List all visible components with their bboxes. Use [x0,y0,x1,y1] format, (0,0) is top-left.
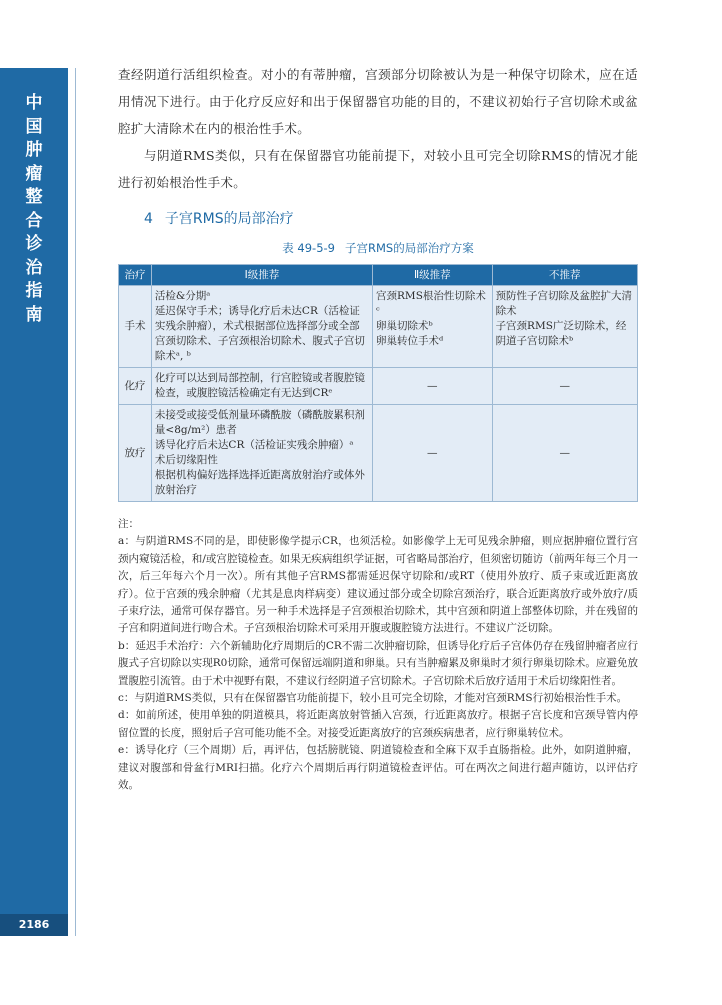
header-level1: Ⅰ级推荐 [151,265,372,286]
table-row [119,368,638,405]
cell-line: 根据机构偏好选择选择近距离放射治疗或体外放射治疗 [154,469,365,496]
note-item: e：诱导化疗（三个周期）后，再评估，包括膀胱镜、阴道镜检查和全麻下双手直肠指检。此外，如阴道肿瘤，建议对腹部和骨盆行MRI扫描。化疗六个周期后再行阴道镜检查评估。可在两次之间进行超声随访，以评估疗效。 [118,744,638,792]
book-title-char: 国 [25,116,43,137]
page-number: 2186 [0,914,68,936]
header-treatment: 治疗 [119,265,152,286]
row-level2: — [373,405,493,502]
book-title-char: 整 [25,187,43,207]
table-title: 子宫RMS的局部治疗方案 [345,241,474,255]
row-level1 [151,286,372,368]
section-title: 子宫RMS的局部治疗 [164,211,294,227]
row-treatment: 放疗 [119,405,152,502]
cell-line: 卵巢切除术ᵇ [376,320,433,332]
section-number: 4 [144,211,153,227]
header-not-recommended: 不推荐 [492,265,637,286]
notes-label: 注： [118,518,139,530]
cell-line: 延迟保守手术；诱导化疗后未达CR（活检证实残余肿瘤），术式根据部位选择部分或全部宫颈切除术、子宫颈根治切除术、腹式子宫切除术ᵃ, ᵇ [154,305,365,362]
cell-line: 宫颈RMS根治性切除术ᶜ [376,290,486,317]
cell-line: 卵巢转位手术ᵈ [376,335,444,347]
row-level2 [373,286,493,368]
book-title-char: 南 [25,304,43,325]
book-title-char: 合 [25,210,43,231]
cell-line: 化疗可以达到局部控制，行宫腔镜或者腹腔镜检查，或腹腔镜活检确定有无达到CRᵉ [154,372,365,399]
body-paragraph: 与阴道RMS类似，只有在保留器官功能前提下，对较小且可完全切除RMS的情况才能进行初始根治性手术。 [118,148,638,190]
note-item: c：与阴道RMS类似，只有在保留器官功能前提下，较小且可完全切除，才能对宫颈RMS行初始根治性手术。 [118,692,628,705]
page-content [118,61,638,795]
note-item: a：与阴道RMS不同的是，即使影像学提示CR，也须活检。如影像学上无可见残余肿瘤，则应据肿瘤位置行宫颈内窥镜活检，和/或宫腔镜检查。如果无疾病组织学证据，可省略局部治疗，但须密切随访（前两年每三个月一次，后三年每六个月一次）。所有其他子宫RMS都需延迟保守切除和/或RT（使用外放疗、质子束或近距离放疗）。位于宫颈的残余肿瘤（尤其是息肉样病变）建议通过部分或全切除宫颈治疗，联合近距离放疗或外放疗/质子束疗法，通常可保存器官。另一种手术选择是子宫颈根治切除术，其中宫颈和阴道上部整体切除，并在残留的子宫和阴道间进行吻合术。子宫颈根治切除术可采用开腹或腹腔镜方法进行。不建议广泛切除。 [118,535,638,635]
row-treatment: 手术 [119,286,152,368]
cell-line: 术后切缘阳性 [154,454,218,466]
book-title-char: 治 [25,257,43,278]
book-title-vertical [0,92,68,327]
table-caption [118,240,638,256]
table-header-row [119,265,638,286]
note-item: d：如前所述，使用单独的阴道模具，将近距离放射管插入宫颈，行近距离放疗。根据子宫长度和宫颈导管内停留位置的长度，照射后子宫可能功能不全。对接受近距离放疗的宫颈疾病患者，应行卵巢转位术。 [118,709,638,739]
table-row [119,405,638,502]
cell-line: 活检&分期ᵃ [154,290,211,302]
book-title-char: 瘤 [25,163,43,184]
body-paragraph: 查经阴道行活组织检查。对小的有蒂肿瘤，宫颈部分切除被认为是一种保守切除术，应在适用情况下进行。由于化疗反应好和出于保留器官功能的目的，不建议初始行子宫切除术或盆腔扩大清除术在内的根治性手术。 [118,67,638,136]
cell-line: 诱导化疗后未达CR（活检证实残余肿瘤）ᵃ [154,439,354,451]
table-row [119,286,638,368]
cell-line: 预防性子宫切除及盆腔扩大清除术 [495,290,633,317]
cell-line: 子宫颈RMS广泛切除术，经阴道子宫切除术ᵇ [495,320,627,347]
row-not-recommended: — [492,405,637,502]
row-treatment: 化疗 [119,368,152,405]
cell-line: 未接受或接受低剂量环磷酰胺（磷酰胺累积剂量<8g/m²）患者 [154,409,365,436]
note-item: b：延迟手术治疗：六个新辅助化疗周期后的CR不需二次肿瘤切除，但诱导化疗后子宫体仍存在残留肿瘤者应行腹式子宫切除以实现R0切除，通常可保留远端阴道和卵巢。只有当肿瘤累及卵巢时才须行卵巢切除术。应避免放置腹腔引流管。由于术中视野有限，不建议行经阴道子宫切除术。子宫切除术后放疗适用于术后切缘阳性者。 [118,639,638,687]
treatment-table [118,264,638,502]
row-not-recommended: — [492,368,637,405]
row-not-recommended [492,286,637,368]
book-title-char: 中 [25,93,43,113]
header-level2: Ⅱ级推荐 [373,265,493,286]
section-heading [144,206,638,232]
margin-divider [75,68,76,936]
table-notes [118,516,638,795]
book-title-char: 肿 [25,140,43,160]
row-level1 [151,405,372,502]
row-level2: — [373,368,493,405]
table-number: 表 49-5-9 [282,241,335,255]
row-level1 [151,368,372,405]
book-title-char: 指 [25,281,43,301]
book-title-char: 诊 [25,234,43,254]
